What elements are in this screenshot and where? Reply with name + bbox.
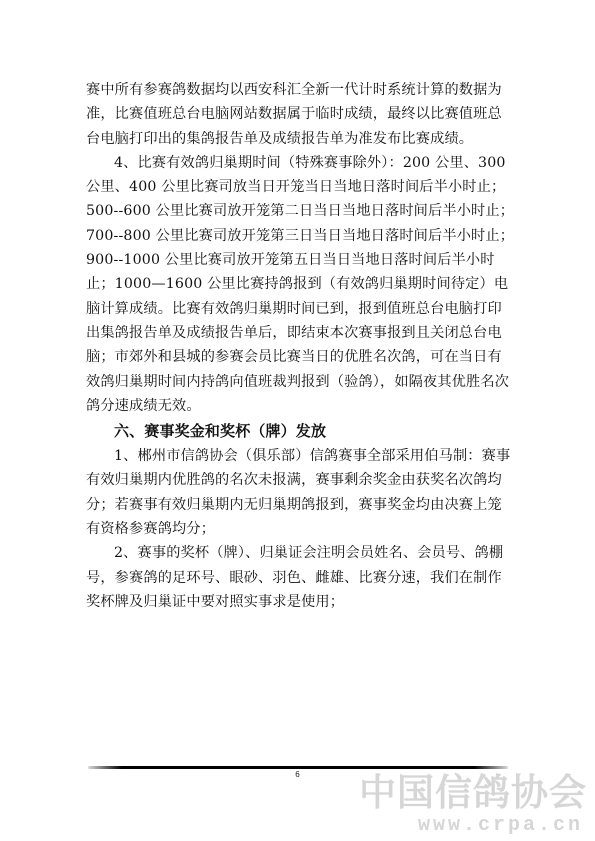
- paragraph-prize-rule-1: 1、郴州市信鸽协会（俱乐部）信鸽赛事全部采用伯马制：赛事有效归巢期内优胜鸽的名次未报满，赛事剩余奖金由获奖名次鸽均分；若赛事有效归巢期内无归巢期鸽报到，赛事奖金均由决赛上笼有资格参赛鸽均分；: [86, 448, 511, 538]
- page-body: [86, 78, 516, 614]
- watermark-title: 中国信鸽协会: [359, 771, 587, 814]
- paragraph-results-basis: 赛中所有参赛鸽数据均以西安科汇全新一代计时系统计算的数据为准，比赛值班总台电脑网站数据属于临时成绩，最终以比赛值班总台电脑打印出的集鸽报告单及成绩报告单为准发布比赛成绩。: [86, 82, 502, 147]
- paragraph-return-period: 4、比赛有效鸽归巢期时间（特殊赛事除外）：200 公里、300 公里、400 公里比赛司放当日开笼当日当地日落时间后半小时止；500--600 公里比赛司放开笼第二日当日当地日落时间后半小时止；700--800 公里比赛司放开笼第三日当日当地日落时间后半小时止；900--1000 公里比赛司放开笼第五日当日当地日落时间后半小时止；1000—1600 公里比赛持鸽报到（有效鸽归巢期时间待定）电脑计算成绩。比赛有效鸽归巢期时间已到，报到值班总台电脑打印出集鸽报告单及成绩报告单后，即结束本次赛事报到且关闭总台电脑；市郊外和县城的参赛会员比赛当日的优胜名次鸽，可在当日有效鸽归巢期时间内持鸽向值班裁判报到（验鸽），如隔夜其优胜名次鸽分速成绩无效。: [86, 154, 515, 414]
- page-number: 6: [295, 770, 300, 779]
- watermark-url: www.crpa.cn: [417, 814, 583, 837]
- footer-divider: [88, 766, 508, 769]
- section-heading-prizes: 六、赛事奖金和奖杯（牌）发放: [114, 422, 327, 441]
- paragraph-prize-rule-2: 2、赛事的奖杯（牌）、归巢证会注明会员姓名、会员号、鸽棚号，参赛鸽的足环号、眼砂、羽色、雌雄、比赛分速，我们在制作奖杯牌及归巢证中要对照实事求是使用；: [86, 545, 504, 610]
